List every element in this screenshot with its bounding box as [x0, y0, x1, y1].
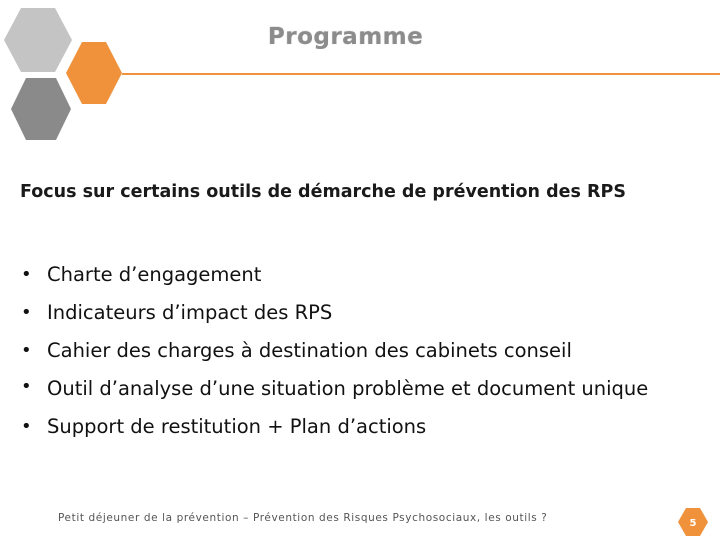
list-item: [20, 332, 700, 370]
list-item: [20, 408, 700, 446]
bullet-icon: •: [21, 416, 32, 437]
list-item: [20, 294, 700, 332]
section-subtitle: Focus sur certains outils de démarche de prévention des RPS: [20, 182, 626, 202]
bullet-icon: •: [21, 376, 32, 397]
hexagon-light-gray: [4, 8, 72, 72]
bullet-icon: •: [21, 340, 32, 361]
list-item-text: Support de restitution + Plan d’actions: [47, 415, 427, 438]
hexagon-orange: [66, 42, 122, 104]
hexagon-dark-gray: [11, 78, 71, 140]
list-item-text: Outil d’analyse d’une situation problème et document unique: [47, 377, 649, 400]
list-item: [20, 256, 700, 294]
title-underline: [122, 73, 720, 75]
bullet-icon: •: [21, 264, 32, 285]
list-item-text: Charte d’engagement: [47, 263, 262, 286]
bullet-list: [20, 256, 700, 446]
decorative-hexagons: [0, 0, 140, 150]
list-item-text: Cahier des charges à destination des cabinets conseil: [47, 339, 572, 362]
bullet-icon: •: [21, 302, 32, 323]
list-item-text: Indicateurs d’impact des RPS: [47, 301, 333, 324]
list-item: [20, 370, 700, 408]
page-title: Programme: [268, 24, 424, 50]
page-number: 5: [689, 518, 697, 529]
footer-text: Petit déjeuner de la prévention – Prévention des Risques Psychosociaux, les outils ?: [58, 512, 548, 524]
page-number-badge: [677, 506, 709, 538]
